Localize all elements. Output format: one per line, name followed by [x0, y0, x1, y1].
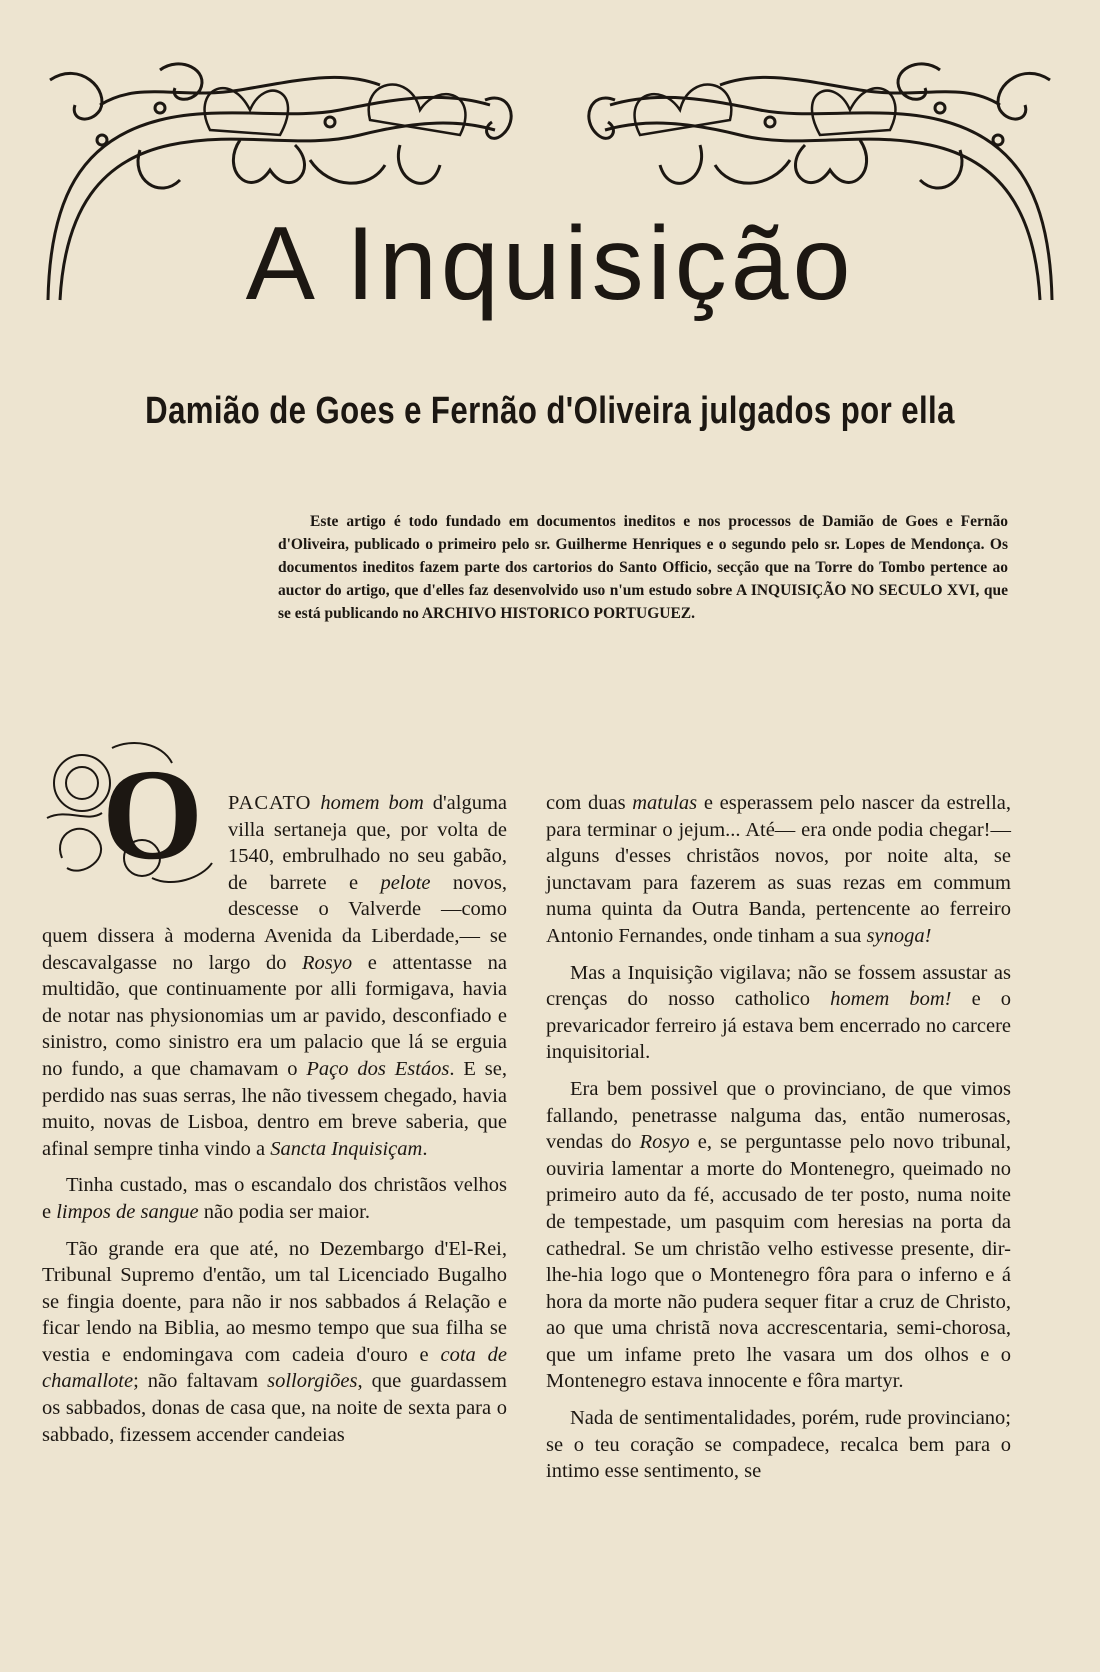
- right-column: [546, 790, 1011, 1485]
- article-title: A Inquisição: [245, 206, 855, 322]
- article-subtitle: Damião de Goes e Fernão d'Oliveira julgados por ella: [145, 390, 955, 432]
- paragraph: Nada de sentimentalidades, porém, rude provinciano; se o teu coração se compadece, recalca bem para o intimo esse sentimento, se: [546, 1407, 1011, 1483]
- paragraph: Tinha custado, mas o escandalo dos christãos velhos e limpos de sangue não podia ser maior.: [42, 1174, 507, 1223]
- paragraph: Mas a Inquisição vigilava; não se fossem assustar as crenças do nosso catholico homem bom! e o prevaricador ferreiro já estava bem encerrado no carcere inquisitorial.: [546, 961, 1011, 1064]
- left-column: [42, 743, 508, 1448]
- paragraph: O PACATO homem bom d'alguma villa sertaneja que, por volta de 1540, embrulhado no seu gabão, de barrete e pelote novos, descesse o Valverde —como quem dissera à moderna Avenida da Liberdade,— se descavalgasse no largo do Rosyo e attentasse na multidão, que continuamente por alli formigava, havia de notar nas physionomias um ar pavido, desconfiado e sinistro, como sinistro era um palacio que lá se erguia no fundo, a que chamavam o Paço dos Estáos. E se, perdido nas suas serras, lhe não tivessem chegado, havia muito, novas de Lisboa, dentro em breve saberia, que afinal sempre tinha vindo a Sancta Inquisiçam.: [42, 790, 507, 1162]
- decorated-initial-icon: [42, 738, 220, 898]
- intro-note: Este artigo é todo fundado em documentos ineditos e nos processos de Damião de Goes e Fernão d'Oliveira, publicado o primeiro pelo sr. Guilherme Henriques e o segundo pelo sr. Lopes de Mendonça. Os documentos ineditos fazem parte dos cartorios do Santo Officio, secção que na Torre do Tombo pertence ao auctor do artigo, que d'elles faz desenvolvido uso n'um estudo sobre A INQUISIÇÃO NO SECULO XVI, que se está publicando no ARCHIVO HISTORICO PORTUGUEZ.: [278, 513, 1008, 622]
- paragraph: Tão grande era que até, no Dezembargo d'El-Rei, Tribunal Supremo d'então, um tal Licenciado Bugalho se fingia doente, para não ir nos sabbados á Relação e ficar lendo na Biblia, ao mesmo tempo que sua filha se vestia e endomingava com cadeia d'ouro e cota de chamallote; não faltavam sollorgiões, que guardassem os sabbados, donas de casa que, na noite de sexta para o sabbado, fizessem accender candeias: [42, 1237, 508, 1446]
- paragraph: com duas matulas e esperassem pelo nascer da estrella, para terminar o jejum... Até— era onde podia chegar!— alguns d'esses christãos novos, por noite alta, se junctavam para fazerem as suas rezas em commum numa quinta da Outra Banda, pertencente ao ferreiro Antonio Fernandes, onde tinham a sua synoga!: [546, 792, 1011, 947]
- dropcap-letter: O: [102, 743, 204, 887]
- paragraph: Era bem possivel que o provinciano, de que vimos fallando, penetrasse nalguma das, então numerosas, vendas do Rosyo e, se perguntasse pelo novo tribunal, ouviria lamentar a morte do Montenegro, queimado no primeiro auto da fé, accusado de ter posto, numa noite de tempestade, um pasquim com heresias na porta da cathedral. Se um christão velho estivesse presente, dir-lhe-hia logo que o Montenegro fôra para o inferno e á hora da morte não pudera sequer fitar a cruz de Christo, ao que uma christã nova accrescentaria, semi-chorosa, que um infame preto lhe vasara um dos olhos e o Montenegro estava innocente e fôra martyr.: [546, 1077, 1011, 1393]
